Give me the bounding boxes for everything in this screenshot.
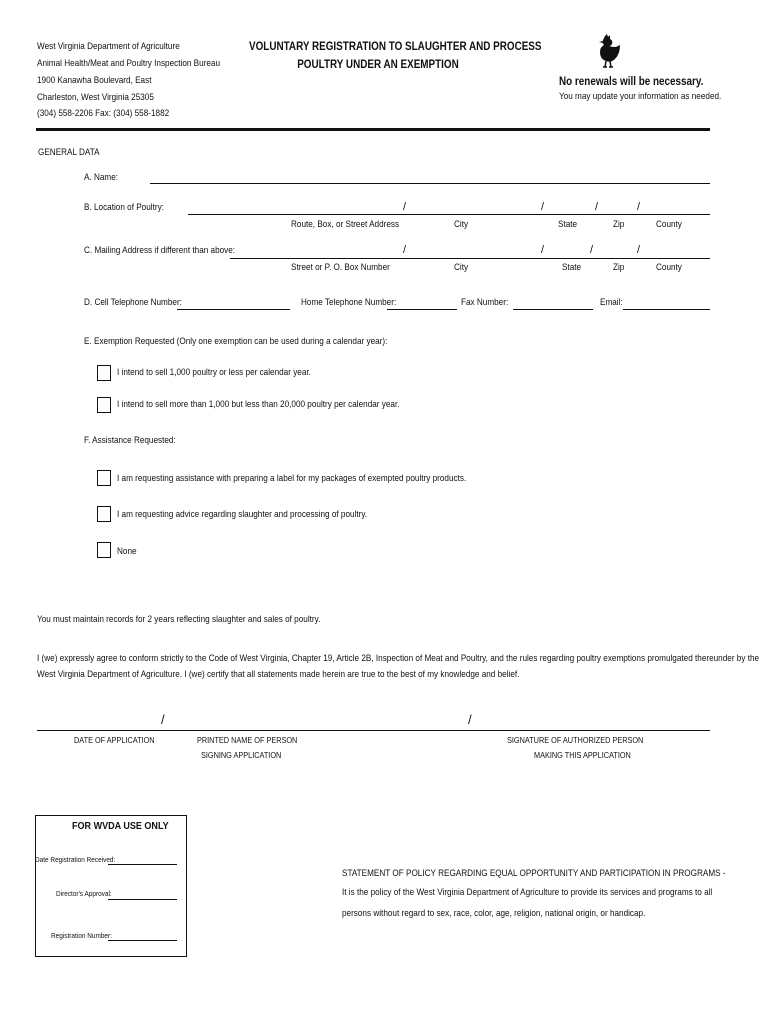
form-title-line-1: VOLUNTARY REGISTRATION TO SLAUGHTER AND PROCESS [249, 41, 542, 53]
mailing-separator: / [637, 244, 641, 256]
location-label: B. Location of Poultry: [84, 202, 164, 213]
date-received-field[interactable] [108, 864, 177, 865]
cell-phone-field[interactable] [177, 309, 290, 310]
assistance-none-text: None [117, 546, 137, 557]
exemption-20000-checkbox[interactable] [97, 397, 111, 413]
signature-line[interactable] [37, 730, 710, 731]
name-field[interactable] [150, 183, 710, 184]
mailing-zip-sublabel: Zip [613, 262, 625, 273]
address-line-4: Charleston, West Virginia 25305 [37, 92, 154, 103]
signature-label-2: MAKING THIS APPLICATION [534, 750, 631, 760]
policy-line-1: It is the policy of the West Virginia Department of Agriculture to provide its services and programs to all [342, 887, 713, 898]
name-label: A. Name: [84, 172, 119, 183]
location-county-sublabel: County [656, 219, 682, 230]
signature-label-1: SIGNATURE OF AUTHORIZED PERSON [507, 735, 644, 745]
directors-approval-label: Director's Approval: [56, 889, 112, 898]
records-note: You must maintain records for 2 years reflecting slaughter and sales of poultry. [37, 614, 321, 625]
location-street-sublabel: Route, Box, or Street Address [291, 219, 400, 230]
location-zip-sublabel: Zip [613, 219, 625, 230]
email-label: Email: [600, 297, 623, 308]
location-separator: / [595, 201, 599, 213]
exemption-20000-label: I intend to sell more than 1,000 but less than 20,000 poultry per calendar year. [117, 399, 400, 410]
directors-approval-field[interactable] [108, 899, 177, 900]
address-line-3: 1900 Kanawha Boulevard, East [37, 75, 152, 86]
location-separator: / [541, 201, 545, 213]
date-received-label: Date Registration Received: [35, 855, 116, 864]
cell-phone-label: D. Cell Telephone Number: [84, 297, 182, 308]
location-city-sublabel: City [454, 219, 469, 230]
agreement-line-1: I (we) expressly agree to conform strictly to the Code of West Virginia, Chapter 19, Article 2B, Inspection of Meat and Poultry, and the rules regarding poultry exemptions promulgated thereunder by the [37, 653, 760, 664]
mailing-separator: / [541, 244, 545, 256]
no-renewals-note: No renewals will be necessary. [559, 76, 704, 88]
registration-number-label: Registration Number: [51, 931, 112, 940]
assistance-advice-text: I am requesting advice regarding slaughter and processing of poultry. [117, 509, 368, 520]
general-data-heading: GENERAL DATA [38, 147, 100, 158]
assistance-label-checkbox[interactable] [97, 470, 111, 486]
exemption-label: E. Exemption Requested (Only one exemption can be used during a calendar year): [84, 336, 388, 347]
printed-name-label-2: SIGNING APPLICATION [201, 750, 282, 760]
mailing-address-field[interactable] [230, 258, 710, 259]
location-separator: / [637, 201, 641, 213]
assistance-none-checkbox[interactable] [97, 542, 111, 558]
assistance-label: F. Assistance Requested: [84, 435, 176, 446]
location-state-sublabel: State [558, 219, 578, 230]
date-of-application-label: DATE OF APPLICATION [74, 735, 155, 745]
mailing-city-sublabel: City [454, 262, 469, 273]
address-line-2: Animal Health/Meat and Poultry Inspection Bureau [37, 58, 221, 69]
fax-label: Fax Number: [461, 297, 509, 308]
exemption-1000-checkbox[interactable] [97, 365, 111, 381]
address-line-1: West Virginia Department of Agriculture [37, 41, 180, 52]
policy-line-2: persons without regard to sex, race, color, age, religion, national origin, or handicap. [342, 908, 646, 919]
home-phone-label: Home Telephone Number: [301, 297, 397, 308]
mailing-separator: / [590, 244, 594, 256]
mailing-separator: / [403, 244, 407, 256]
signature-separator: / [161, 712, 165, 727]
location-separator: / [403, 201, 407, 213]
mailing-address-label: C. Mailing Address if different than above: [84, 245, 236, 256]
email-field[interactable] [623, 309, 710, 310]
mailing-state-sublabel: State [562, 262, 582, 273]
printed-name-label-1: PRINTED NAME OF PERSON [197, 735, 298, 745]
chicken-icon [595, 34, 621, 68]
address-line-5: (304) 558-2206 Fax: (304) 558-1882 [37, 108, 170, 119]
registration-number-field[interactable] [108, 940, 177, 941]
location-field[interactable] [188, 214, 710, 215]
home-phone-field[interactable] [387, 309, 457, 310]
update-note: You may update your information as needed. [559, 91, 722, 102]
assistance-advice-checkbox[interactable] [97, 506, 111, 522]
signature-separator: / [468, 712, 472, 727]
agreement-line-2: West Virginia Department of Agriculture. I (we) certify that all statements made herein are true to the best of my knowledge and belief. [37, 669, 520, 680]
fax-field[interactable] [513, 309, 593, 310]
mailing-street-sublabel: Street or P. O. Box Number [291, 262, 390, 273]
form-title-line-2: POULTRY UNDER AN EXEMPTION [297, 59, 459, 71]
header-divider [36, 128, 710, 131]
exemption-1000-label: I intend to sell 1,000 poultry or less per calendar year. [117, 367, 311, 378]
wvda-box-title: FOR WVDA USE ONLY [72, 820, 169, 832]
mailing-county-sublabel: County [656, 262, 682, 273]
assistance-label-text: I am requesting assistance with preparing a label for my packages of exempted poultry products. [117, 473, 467, 484]
policy-heading: STATEMENT OF POLICY REGARDING EQUAL OPPORTUNITY AND PARTICIPATION IN PROGRAMS - [342, 868, 726, 879]
